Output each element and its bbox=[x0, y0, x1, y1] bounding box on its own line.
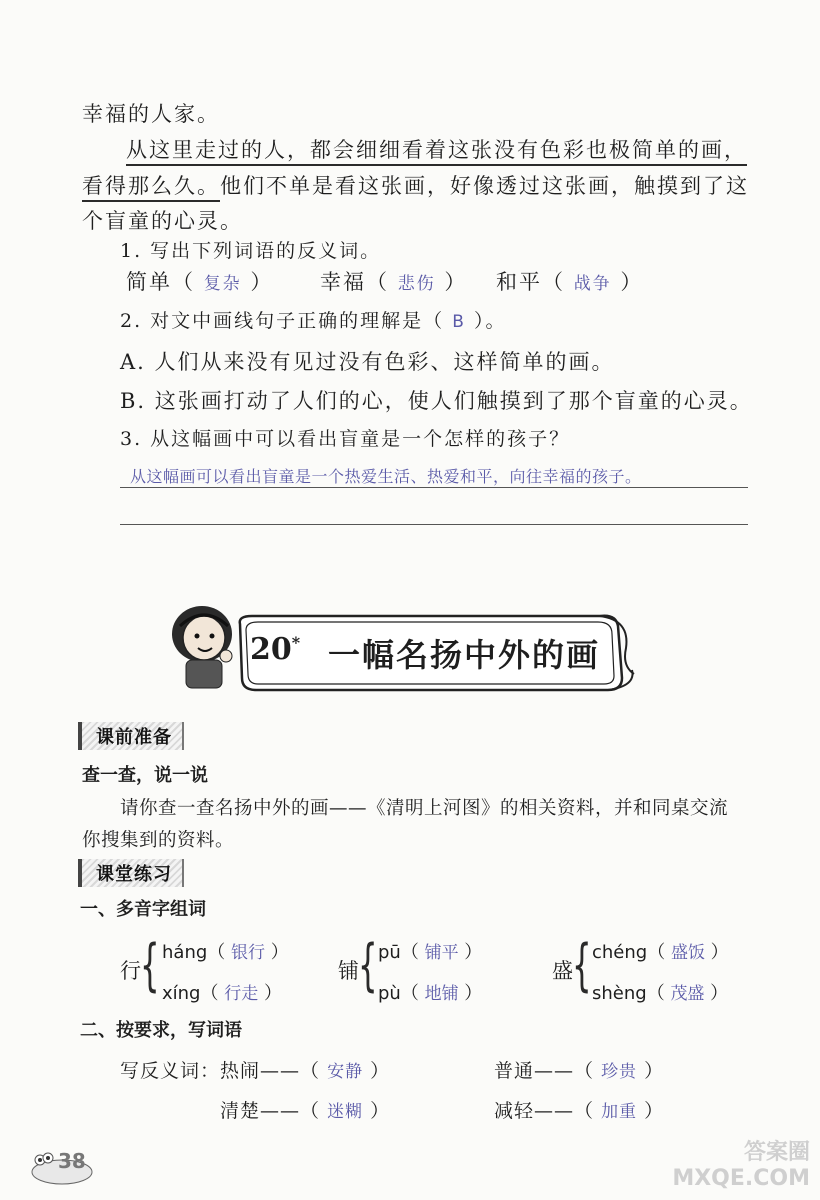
antonym-row-1-left: 写反义词：热闹——（ 安静 ） bbox=[120, 1060, 391, 1082]
passage-line-3-rest: 他们不单是看这张画，好像透过这张画，触摸到了这 bbox=[220, 174, 749, 198]
lesson-title: 一幅名扬中外的画 bbox=[328, 636, 601, 674]
practice-tag: 课堂练习 bbox=[78, 859, 184, 887]
polyphone-char-1: 行 bbox=[120, 959, 143, 983]
antonym-row-2-left: 清楚——（ 迷糊 ） bbox=[220, 1100, 391, 1122]
polyphone-1-reading-1: háng（ 银行 ） bbox=[162, 942, 289, 963]
prep-text-line-1: 请你查一查名扬中外的画——《清明上河图》的相关资料，并和同桌交流 bbox=[120, 798, 729, 819]
antonym-answer: 珍贵 bbox=[601, 1062, 638, 1082]
watermark: 答案圈 MXQE.COM bbox=[672, 1140, 810, 1191]
pinyin: pù bbox=[378, 983, 401, 1004]
polyphone-2-reading-2: pù（ 地铺 ） bbox=[378, 983, 483, 1004]
q1-item-3: 和平（ 战争 ） bbox=[496, 270, 644, 294]
antonym-label: 写反义词： bbox=[120, 1060, 221, 1082]
passage-line-1: 幸福的人家。 bbox=[82, 102, 220, 126]
passage-line-3 bbox=[82, 170, 749, 200]
antonym-answer: 加重 bbox=[601, 1102, 638, 1122]
q1-answer: 悲伤 bbox=[397, 274, 436, 294]
polyphone-3-reading-2: shèng（ 茂盛 ） bbox=[592, 983, 729, 1004]
pinyin: chéng bbox=[592, 942, 648, 963]
polyphone-1-reading-2: xíng（ 行走 ） bbox=[162, 983, 282, 1004]
pinyin: pū bbox=[378, 942, 401, 963]
underlined-sentence-part-1: 从这里走过的人，都会细细看着这张没有色彩也极简单的画， bbox=[126, 138, 747, 166]
q2-option-b: B. 这张画打动了人们的心，使人们触摸到了那个盲童的心灵。 bbox=[120, 389, 753, 413]
antonym-word: 清楚 bbox=[220, 1100, 261, 1122]
polyphone-2-reading-1: pū（ 铺平 ） bbox=[378, 942, 483, 963]
lesson-star: * bbox=[291, 633, 301, 652]
polyphone-answer: 茂盛 bbox=[670, 984, 705, 1004]
polyphone-char-2: 铺 bbox=[338, 959, 361, 983]
q1-prompt: 1. 写出下列词语的反义词。 bbox=[120, 240, 382, 262]
brace-3: { bbox=[572, 933, 592, 998]
q1-item-2: 幸福（ 悲伤 ） bbox=[320, 270, 468, 294]
prep-text-line-2: 你搜集到的资料。 bbox=[82, 830, 235, 851]
antonym-answer: 安静 bbox=[327, 1062, 364, 1082]
antonym-word: 减轻 bbox=[494, 1100, 535, 1122]
pinyin: háng bbox=[162, 942, 208, 963]
q1-answer: 战争 bbox=[573, 274, 612, 294]
q1-word: 幸福 bbox=[320, 270, 366, 294]
answer-line-1 bbox=[120, 487, 748, 488]
antonym-row-1-right: 普通——（ 珍贵 ） bbox=[494, 1060, 665, 1082]
lesson-number bbox=[250, 632, 300, 667]
prep-heading: 查一查，说一说 bbox=[82, 765, 208, 786]
prep-tag: 课前准备 bbox=[78, 722, 184, 750]
page-number: 38 bbox=[58, 1149, 86, 1173]
practice-section-2: 二、按要求，写词语 bbox=[80, 1020, 242, 1041]
brace-2: { bbox=[358, 933, 378, 998]
passage-line-4: 个盲童的心灵。 bbox=[82, 209, 243, 233]
q1-item-1: 简单（ 复杂 ） bbox=[126, 270, 274, 294]
passage-line-2 bbox=[126, 134, 747, 164]
polyphone-answer: 盛饭 bbox=[670, 943, 705, 963]
q2-prompt bbox=[120, 306, 506, 333]
q3-answer: 从这幅画可以看出盲童是一个热爱生活、热爱和平，向往幸福的孩子。 bbox=[130, 467, 642, 486]
practice-section-1: 一、多音字组词 bbox=[80, 899, 206, 920]
polyphone-answer: 行走 bbox=[224, 984, 259, 1004]
polyphone-3-reading-1: chéng（ 盛饭 ） bbox=[592, 942, 729, 963]
polyphone-char-3: 盛 bbox=[552, 959, 575, 983]
q2-prompt-end: ）。 bbox=[473, 310, 507, 332]
pinyin: xíng bbox=[162, 983, 201, 1004]
q2-option-a: A. 人们从来没有见过没有色彩、这样简单的画。 bbox=[120, 350, 615, 374]
antonym-answer: 迷糊 bbox=[327, 1102, 364, 1122]
antonym-word: 热闹 bbox=[220, 1060, 261, 1082]
q2-prompt-text: 2. 对文中画线句子正确的理解是（ bbox=[120, 310, 445, 332]
answer-line-2 bbox=[120, 524, 748, 525]
antonym-word: 普通 bbox=[494, 1060, 535, 1082]
underlined-sentence-part-2: 看得那么久。 bbox=[82, 174, 220, 202]
girl-illustration bbox=[172, 606, 232, 688]
q1-word: 简单 bbox=[126, 270, 172, 294]
polyphone-answer: 铺平 bbox=[424, 943, 459, 963]
q3-prompt: 3. 从这幅画中可以看出盲童是一个怎样的孩子？ bbox=[120, 428, 571, 450]
pinyin: shèng bbox=[592, 983, 647, 1004]
lesson-number-text: 20 bbox=[250, 632, 292, 667]
antonym-row-2-right: 减轻——（ 加重 ） bbox=[494, 1100, 665, 1122]
q1-answer: 复杂 bbox=[203, 274, 242, 294]
polyphone-answer: 地铺 bbox=[424, 984, 459, 1004]
q2-answer: B bbox=[452, 312, 466, 332]
q1-word: 和平 bbox=[496, 270, 542, 294]
polyphone-answer: 银行 bbox=[231, 943, 266, 963]
brace-1: { bbox=[140, 933, 160, 998]
